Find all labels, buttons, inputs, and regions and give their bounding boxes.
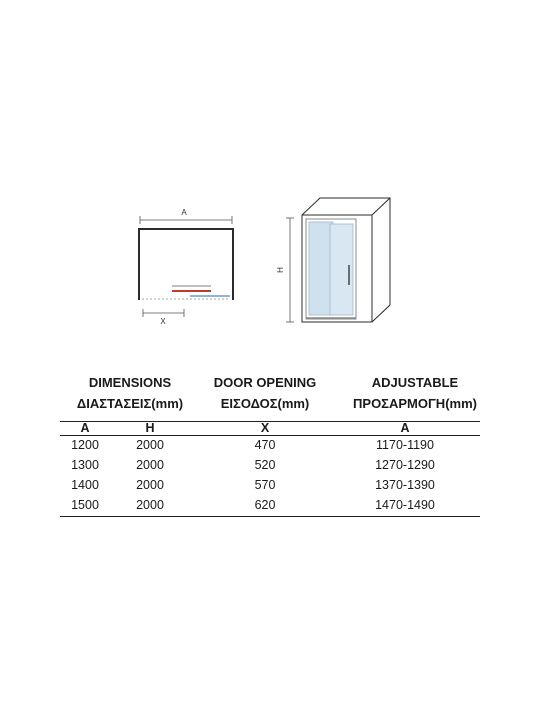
- header-dimensions-line2: ΔΙΑΣΤΑΣΕΙΣ(mm): [76, 396, 184, 411]
- column-header-x: X: [260, 421, 270, 435]
- cell-h: 2000: [136, 498, 164, 512]
- header-adjustable-line2: ΠΡΟΣΑΡΜΟΓΗ(mm): [353, 396, 477, 411]
- header-door-opening: [205, 372, 325, 414]
- enclosure-top-corner: [372, 198, 390, 215]
- cell-a: 1300: [71, 458, 99, 472]
- column-header-h: H: [145, 421, 155, 435]
- cell-adjust: 1470-1490: [375, 498, 435, 512]
- header-adjustable-line1: ADJUSTABLE: [371, 375, 459, 390]
- width-dimension-label: A: [181, 208, 187, 217]
- elevation-view: [276, 198, 390, 322]
- cell-h: 2000: [136, 458, 164, 472]
- opening-dimension-label: X: [160, 317, 166, 326]
- plan-view: [138, 208, 234, 326]
- cell-x: 470: [254, 438, 276, 452]
- header-separator-rule: [60, 435, 480, 436]
- cell-x: 620: [254, 498, 276, 512]
- cell-adjust: 1270-1290: [375, 458, 435, 472]
- cell-x: 570: [254, 478, 276, 492]
- height-dimension-label: H: [276, 267, 285, 273]
- column-header-a: A: [80, 421, 90, 435]
- cell-a: 1400: [71, 478, 99, 492]
- cell-a: 1500: [71, 498, 99, 512]
- cell-adjust: 1370-1390: [375, 478, 435, 492]
- header-door-opening-line1: DOOR OPENING: [213, 375, 317, 390]
- cell-adjust: 1170-1190: [376, 438, 434, 452]
- header-adjustable: [350, 372, 480, 414]
- cell-a: 1200: [71, 438, 99, 452]
- header-dimensions: [70, 372, 190, 414]
- header-door-opening-line2: ΕΙΣΟΔΟΣ(mm): [220, 396, 310, 411]
- cell-h: 2000: [136, 478, 164, 492]
- cell-h: 2000: [136, 438, 164, 452]
- cell-x: 520: [254, 458, 276, 472]
- column-header-adjust-a: A: [400, 421, 410, 435]
- header-dimensions-line1: DIMENSIONS: [88, 375, 172, 390]
- table-bottom-rule: [60, 516, 480, 517]
- fixed-glass-panel: [309, 222, 333, 315]
